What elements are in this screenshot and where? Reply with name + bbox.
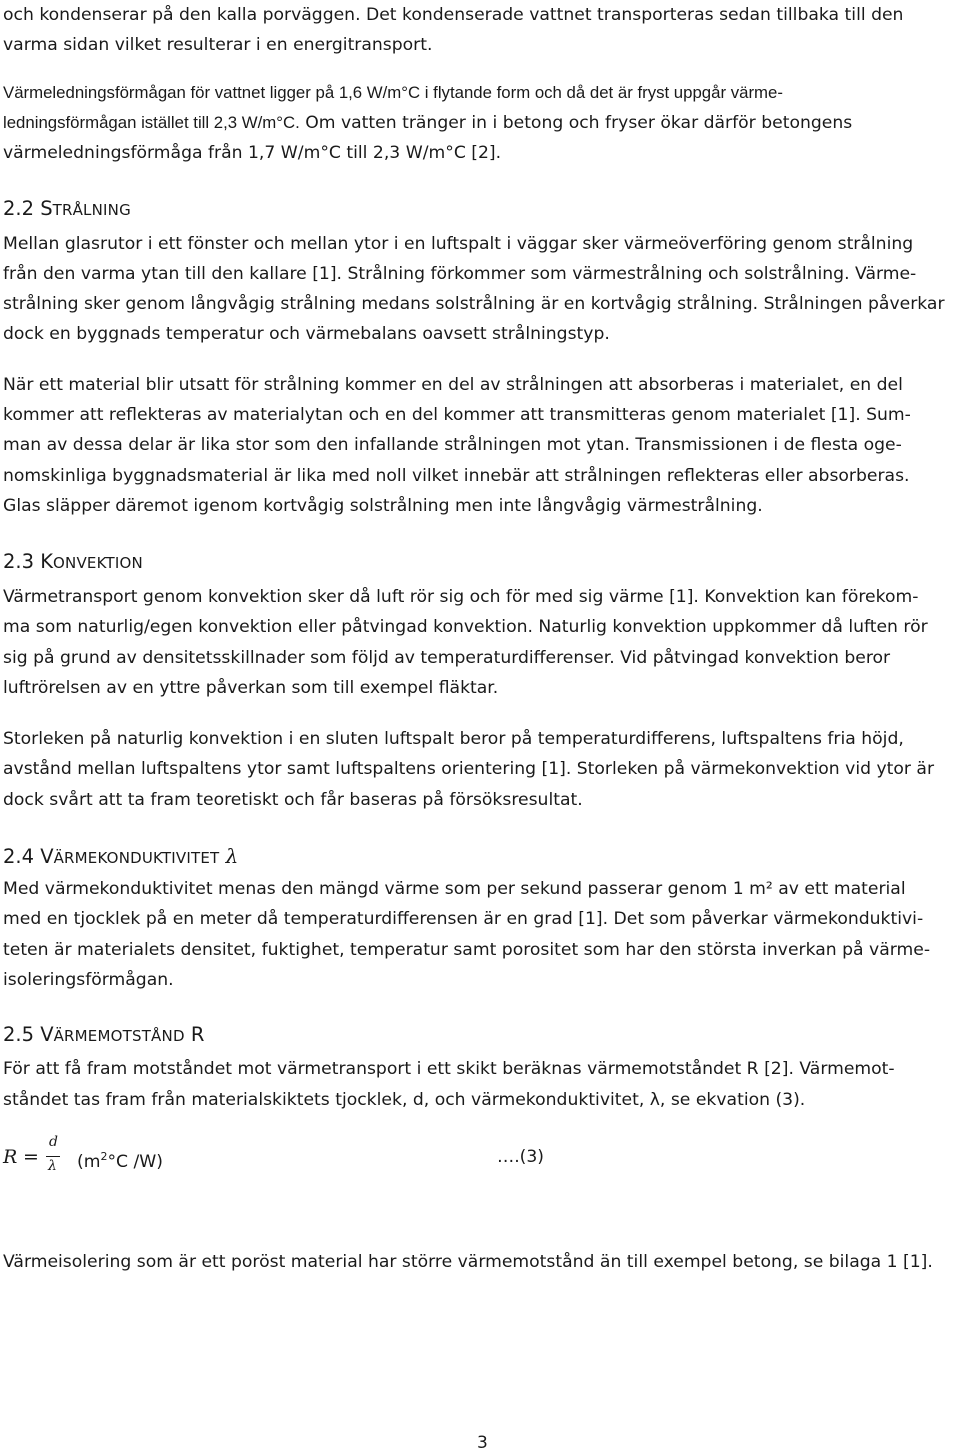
paragraph-line: isoleringsförmågan. bbox=[3, 970, 174, 990]
paragraph-line: Med värmekonduktivitet menas den mängd värme som per sekund passerar genom 1 m² av ett material bbox=[3, 879, 906, 899]
equation-numerator: d bbox=[49, 1134, 58, 1150]
heading-number: 2.4 bbox=[3, 845, 35, 868]
paragraph-line: man av dessa delar är lika stor som den infallande strålningen mot ytan. Transmissionen i de flesta oge- bbox=[3, 435, 902, 455]
paragraph-line: Värmeisolering som är ett poröst material har större värmemotstånd än till exempel betong, se bilaga 1 [1]. bbox=[3, 1252, 933, 1272]
paragraph-line: ståndet tas fram från materialskiktets tjocklek, d, och värmekonduktivitet, λ, se ekvation (3). bbox=[3, 1090, 806, 1110]
conductivity-line-2-b: Om vatten tränger in i betong och fryser ökar därför betongens bbox=[299, 113, 853, 133]
equation-formula bbox=[3, 1134, 63, 1182]
heading-number: 2.5 bbox=[3, 1023, 35, 1046]
heading-number: 2.3 bbox=[3, 550, 35, 573]
heading-first-letter: V bbox=[40, 1023, 54, 1046]
paragraph-line: kommer att reflekteras av materialytan och en del kommer att transmitteras genom materialet [1]. Sum- bbox=[3, 405, 911, 425]
section-heading-2-3 bbox=[3, 549, 143, 576]
paragraph-line: teten är materialets densitet, fuktighet, temperatur samt porositet som har den största inverkan på värme- bbox=[3, 940, 931, 960]
equation-equals: = bbox=[23, 1146, 39, 1168]
heading-rest: ONVEKTION bbox=[53, 554, 143, 572]
heading-number: 2.2 bbox=[3, 197, 35, 220]
paragraph-line: från den varma ytan till den kallare [1]. Strålning förkommer som värmestrålning och solstrålning. Värme- bbox=[3, 264, 917, 284]
paragraph-line: avstånd mellan luftspaltens ytor samt luftspaltens orientering [1]. Storleken på värmekonvektion vid ytor är bbox=[3, 759, 935, 779]
paragraph-line: För att få fram motståndet mot värmetransport i ett skikt beräknas värmemotståndet R [2]. Värmemot- bbox=[3, 1059, 895, 1079]
equation-lhs: R bbox=[3, 1146, 18, 1168]
page-number: 3 bbox=[477, 1433, 488, 1453]
paragraph-line: dock en byggnads temperatur och värmebalans oavsett strålningstyp. bbox=[3, 324, 610, 344]
section-heading-2-4 bbox=[3, 843, 238, 871]
heading-first-letter: S bbox=[40, 197, 53, 220]
paragraph-line: nomskinliga byggnadsmaterial är lika med noll vilket innebär att strålningen reflekteras eller absorberas. bbox=[3, 466, 910, 486]
unit-open: (m bbox=[77, 1152, 101, 1172]
paragraph-line: dock svårt att ta fram teoretiskt och får baseras på försöksresultat. bbox=[3, 790, 583, 810]
heading-symbol: R bbox=[190, 1023, 205, 1046]
unit-superscript: 2 bbox=[100, 1150, 108, 1163]
paragraph-line: Mellan glasrutor i ett fönster och mellan ytor i en luftspalt i väggar sker värmeöverföring genom strålning bbox=[3, 234, 914, 254]
equation-denominator: λ bbox=[48, 1158, 57, 1174]
paragraph-line: luftrörelsen av en yttre påverkan som till exempel fläktar. bbox=[3, 678, 499, 698]
fraction-bar bbox=[46, 1156, 60, 1157]
paragraph-line: sig på grund av densitetsskillnader som följd av temperaturdifferenser. Vid påtvingad konvektion beror bbox=[3, 648, 891, 668]
paragraph-line: med en tjocklek på en meter då temperaturdifferensen är en grad [1]. Det som påverkar värmekonduktivi- bbox=[3, 909, 924, 929]
section-heading-2-5 bbox=[3, 1022, 204, 1049]
heading-first-letter: V bbox=[40, 845, 54, 868]
paragraph-line: Värmetransport genom konvektion sker då luft rör sig och för med sig värme [1]. Konvektion kan förekom- bbox=[3, 587, 919, 607]
heading-rest: ÄRMEMOTSTÅND bbox=[53, 1027, 185, 1045]
paragraph-line: Storleken på naturlig konvektion i en sluten luftspalt beror på temperaturdifferens, luftspaltens fria höjd, bbox=[3, 729, 904, 749]
equation-unit bbox=[77, 1145, 163, 1174]
intro-line-1: och kondenserar på den kalla porväggen. Det kondenserade vattnet transporteras sedan tillbaka till den bbox=[3, 5, 904, 25]
paragraph-line: strålning sker genom långvågig strålning medans solstrålning är en kortvågig strålning. Strålningen påverkar bbox=[3, 294, 945, 314]
conductivity-line-2 bbox=[3, 111, 852, 135]
equation-reference: ….(3) bbox=[497, 1147, 544, 1167]
heading-rest: ÄRMEKONDUKTIVITET bbox=[53, 849, 220, 867]
paragraph-line: Glas släpper däremot igenom kortvågig solstrålning men inte långvågig värmestrålning. bbox=[3, 496, 763, 516]
intro-line-2: varma sidan vilket resulterar i en energitransport. bbox=[3, 35, 433, 55]
unit-rest: °C /W) bbox=[107, 1152, 164, 1172]
paragraph-line: ma som naturlig/egen konvektion eller påtvingad konvektion. Naturlig konvektion uppkommer då luften rör bbox=[3, 617, 928, 637]
conductivity-line-2-a: ledningsförmågan istället till 2,3 W/m°C. bbox=[3, 113, 300, 132]
section-heading-2-2 bbox=[3, 196, 131, 223]
heading-first-letter: K bbox=[40, 550, 54, 573]
heading-rest: TRÅLNING bbox=[52, 201, 131, 219]
lambda-symbol: λ bbox=[225, 844, 239, 868]
conductivity-line-3: värmeledningsförmåga från 1,7 W/m°C till 2,3 W/m°C [2]. bbox=[3, 143, 502, 163]
paragraph-line: När ett material blir utsatt för strålning kommer en del av strålningen att absorberas i materialet, en del bbox=[3, 375, 903, 395]
conductivity-line-1: Värmeledningsförmågan för vattnet ligger på 1,6 W/m°C i flytande form och då det är fryst uppgår värme- bbox=[3, 83, 783, 102]
